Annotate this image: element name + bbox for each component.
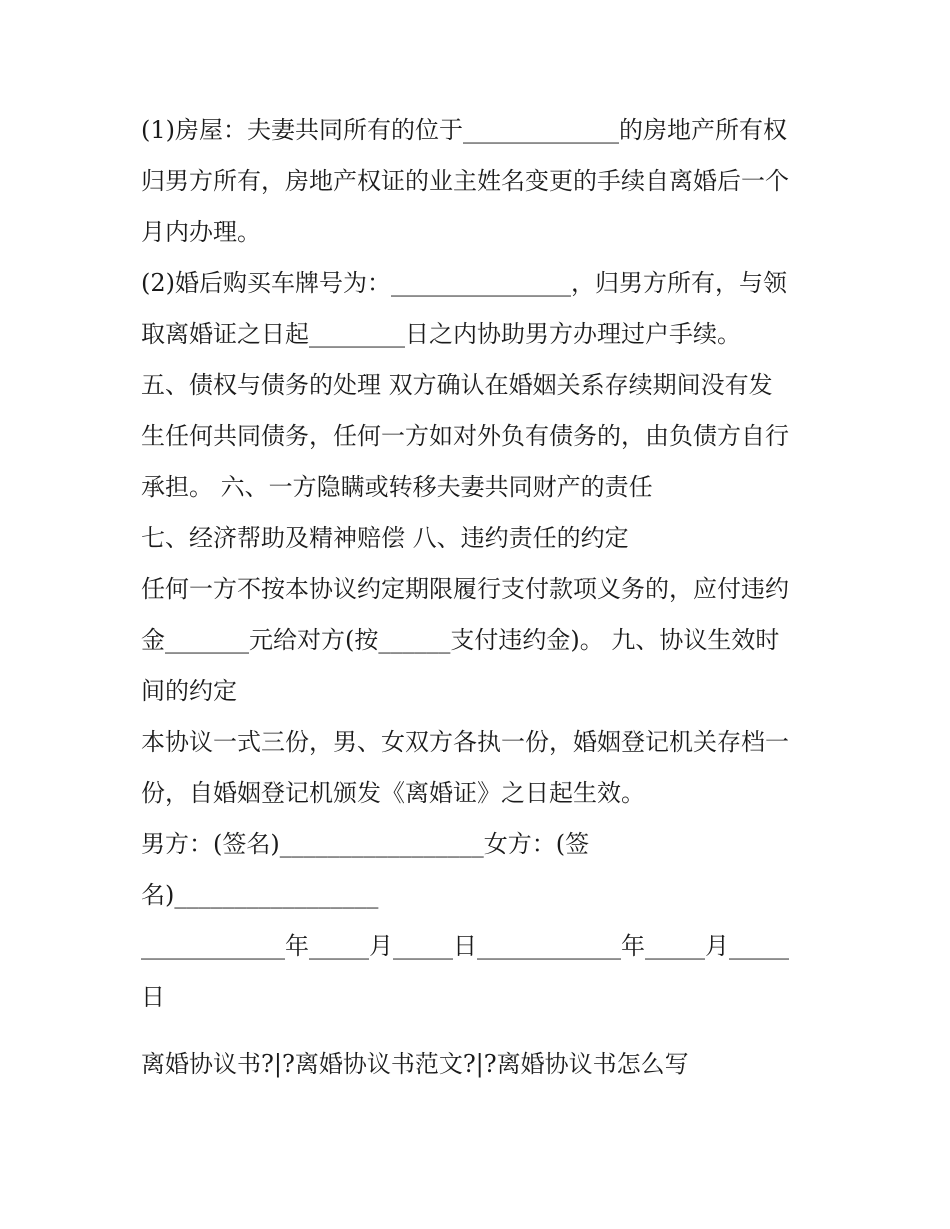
- spacer: [141, 1023, 821, 1039]
- text-line: 取离婚证之日起________日之内协助男方办理过户手续。: [141, 320, 741, 348]
- signature-line: 男方：(签名)_________________女方：(签: [141, 830, 590, 858]
- text-line: (2)婚后购买车牌号为：_______________，归男方所有，与领: [141, 269, 787, 297]
- signature-line: 名)_________________: [141, 881, 379, 909]
- text-line: 承担。 六、一方隐瞒或转移夫妻共同财产的责任: [141, 473, 653, 501]
- date-line: 日: [141, 983, 165, 1011]
- text-line: 任何一方不按本协议约定期限履行支付款项义务的，应付违约: [141, 575, 789, 603]
- text-line: 份，自婚姻登记机颁发《离婚证》之日起生效。: [141, 779, 645, 807]
- text-line: 间的约定: [141, 677, 237, 705]
- text-line: 五、债权与债务的处理 双方确认在婚姻关系存续期间没有发: [141, 371, 773, 399]
- text-line: 月内办理。: [141, 218, 261, 246]
- text-line: (1)房屋：夫妻共同所有的位于_____________的房地产所有权: [141, 116, 787, 144]
- date-line: ____________年_____月_____日____________年_____月_____: [141, 932, 789, 960]
- document-body: [141, 105, 821, 1090]
- text-line: 归男方所有，房地产权证的业主姓名变更的手续自离婚后一个: [141, 167, 789, 195]
- text-line: 生任何共同债务，任何一方如对外负有债务的，由负债方自行: [141, 422, 789, 450]
- text-line: 七、经济帮助及精神赔偿 八、违约责任的约定: [141, 524, 629, 552]
- footer-title: 离婚协议书?|?离婚协议书范文?|?离婚协议书怎么写: [141, 1050, 689, 1078]
- text-line: 金_______元给对方(按______支付违约金)。 九、协议生效时: [141, 626, 780, 654]
- text-line: 本协议一式三份，男、女双方各执一份，婚姻登记机关存档一: [141, 728, 789, 756]
